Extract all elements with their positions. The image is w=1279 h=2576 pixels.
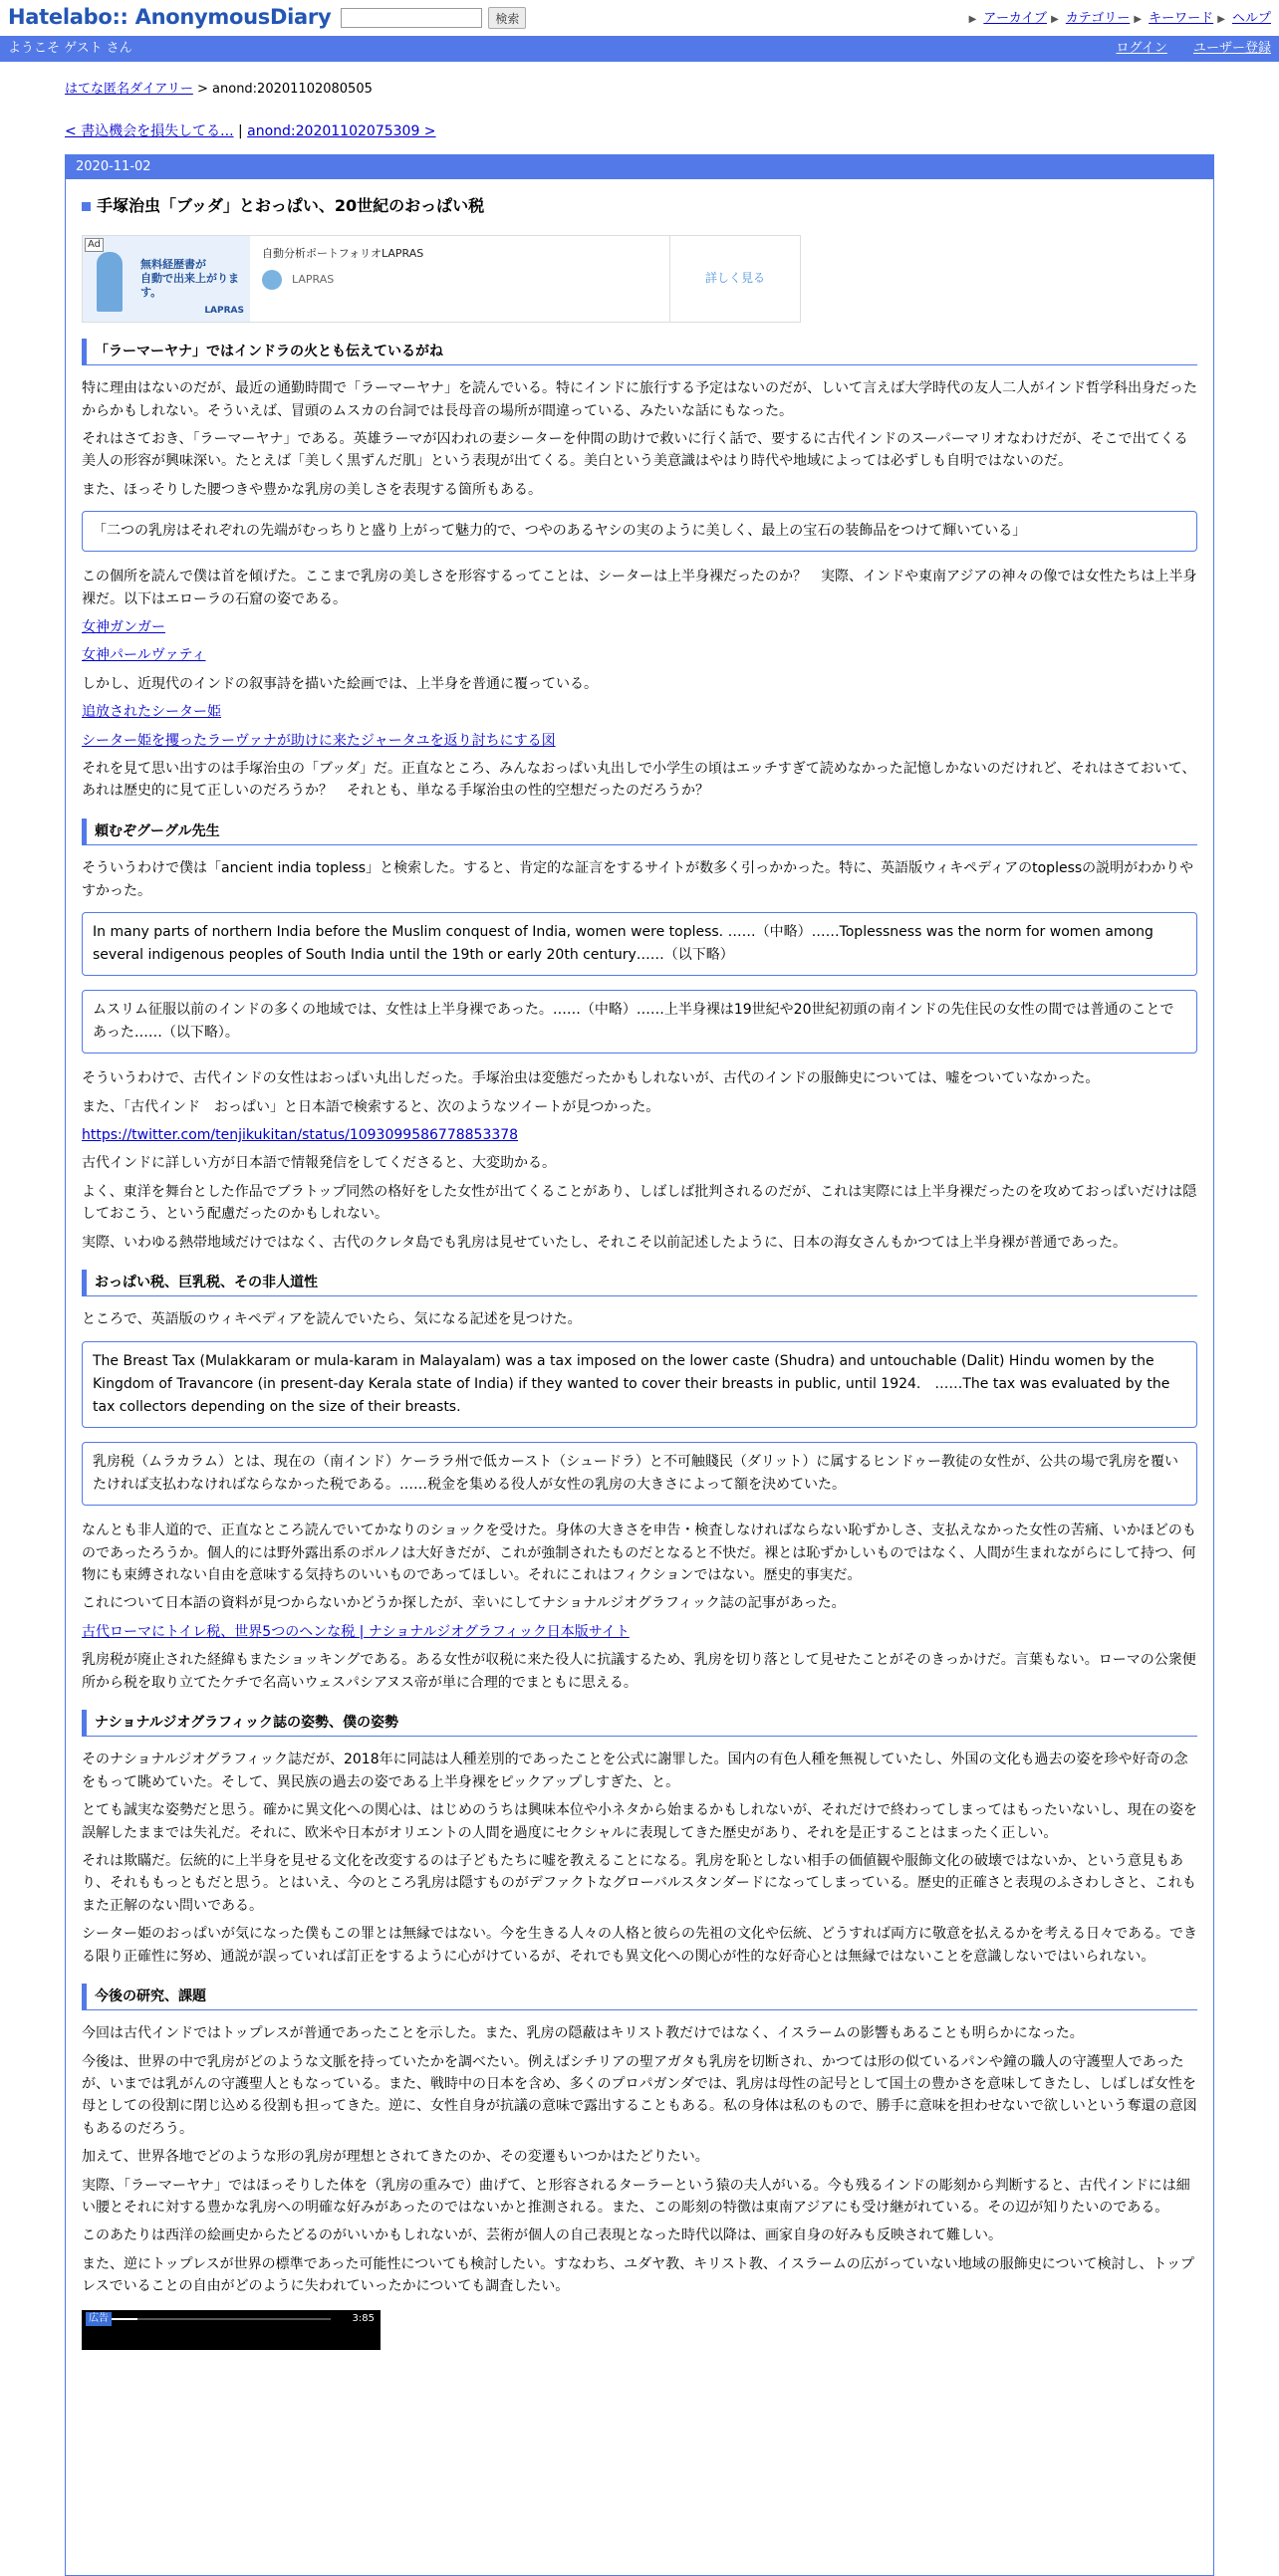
paragraph: これについて日本語の資料が見つからないかどうか探したが、幸いにしてナショナルジオグラフィック誌の記事があった。	[82, 1595, 846, 1612]
breadcrumb-sep: >	[196, 82, 208, 97]
paragraph: そういうわけで、古代インドの女性はおっぱい丸出しだった。手塚治虫は変態だったかもしれないが、古代のインドの服飾史については、嘘をついていなかった。	[82, 1070, 1100, 1087]
ad-thumbnail[interactable]	[83, 236, 250, 322]
article-title	[82, 193, 1197, 219]
paragraph: ところで、英語版のウィキペディアを読んでいたら、気になる記述を見つけた。	[82, 1311, 582, 1328]
paragraph: また、「古代インド おっぱい」と日本語で検索すると、次のようなツイートが見つかった。	[82, 1098, 660, 1115]
ad-banner[interactable]	[82, 235, 801, 323]
paragraph: なんとも非人道的で、正直なところ読んでいてかなりのショックを受けた。身体の大きさを申告・検査しなければならない恥ずかしさ、支払えなかった女性の苦痛、いかほどのものであったろうか。個人的には野外露出系のポルノは大好きだが、これが強制されたものだとなると不快だ。裸とは恥ずかしいものではなく、人間が生まれながらにして持つ、何物にも束縛されない自由を意味する気持ちのいいものであってほしい。それにこれはフィクションではない。歴史的事実だ。	[82, 1522, 1196, 1584]
paragraph	[82, 730, 1197, 752]
paragraph	[82, 1124, 1197, 1146]
ad-title[interactable]: 自動分析ポートフォリオLAPRAS	[262, 246, 424, 260]
paragraph: そういうわけで僕は「ancient india topless」と検索した。すると、肯定的な証言をするサイトが数多く引っかかった。特に、英語版ウィキペディアのtoplessの説明がわかりやすかった。	[82, 860, 1194, 899]
breadcrumb-home[interactable]: はてな匿名ダイアリー	[65, 82, 193, 97]
search-button[interactable]: 検索	[488, 7, 526, 29]
prev-entry-link[interactable]: < 書込機会を損失してる...	[65, 122, 234, 139]
triangle-icon: ▶	[968, 14, 977, 25]
link-exiled-sita[interactable]: 追放されたシーター姫	[82, 704, 221, 721]
paragraph: 古代インドに詳しい方が日本語で情報発信をしてくださると、大変助かる。	[82, 1155, 556, 1172]
tweet-link[interactable]: https://twitter.com/tenjikukitan/status/1093099586778853378	[82, 1127, 519, 1144]
video-ad-label: 広告	[86, 2312, 112, 2326]
person-illustration-icon	[97, 252, 123, 312]
blockquote: In many parts of northern India before the Muslim conquest of India, women were topless. ……（中略）……Toplessness was the norm for women among several indigenous peoples of South India until the 19th or early 20th century……（以下略）	[82, 912, 1197, 976]
main-container	[65, 80, 1214, 2576]
section-heading: 今後の研究、課題	[82, 1984, 1197, 2010]
ad-badge: Ad	[85, 238, 104, 252]
entry-section	[66, 179, 1213, 2349]
ad-cta-button[interactable]: 詳しく見る	[669, 236, 800, 322]
nav-keyword[interactable]: キーワード	[1149, 11, 1214, 26]
ad-thumb-brand: LAPRAS	[204, 306, 244, 317]
header-nav	[969, 9, 1271, 30]
paragraph: しかし、近現代のインドの叙事詩を描いた絵画では、上半身を普通に覆っている。	[82, 675, 598, 692]
nav-category[interactable]: カテゴリー	[1065, 11, 1131, 26]
paragraph: また、逆にトップレスが世界の標準であった可能性についても検討したい。すなわち、ユダヤ教、キリスト教、イスラームの広がっていない地域の服飾史について検討し、トップレスでいることの自由がどのように失われていったかについても調査したい。	[82, 2255, 1195, 2295]
paragraph	[82, 644, 1197, 666]
welcome-text: ようこそ ゲスト さん	[8, 40, 132, 56]
blockquote: The Breast Tax (Mulakkaram or mula-karam in Malayalam) was a tax imposed on the lower caste (Shudra) and untouchable (Dalit) Hindu women by the Kingdom of Travancore (in present-day Kerala state of India) if they wanted to cover their breasts in public, until 1924. ……The tax was evaluated by the tax collectors depending on the size of their breasts.	[82, 1341, 1197, 1428]
paragraph: それはさておき、「ラーマーヤナ」である。英雄ラーマが囚われの妻シーターを仲間の助けで救いに行く話で、要するに古代インドのスーパーマリオなわけだが、そこで出てくる美人の形容が興味深い。たとえば「美しく黒ずんだ肌」という表現が出てくる。美白という美意識はやはり時代や地域によっては必ずしも自明ではないのだ。	[82, 430, 1188, 470]
breadcrumb-current: anond:20201102080505	[212, 82, 373, 97]
ad-body[interactable]	[250, 236, 669, 322]
paragraph: 今回は古代インドではトップレスが普通であったことを示した。また、乳房の隠蔽はキリスト教だけではなく、イスラームの影響もあることも明らかになった。	[82, 2025, 1084, 2042]
video-ad-time: 3:85	[352, 2312, 375, 2324]
login-link[interactable]: ログイン	[1116, 40, 1167, 56]
paragraph: 特に理由はないのだが、最近の通勤時間で「ラーマーヤナ」を読んでいる。特にインドに旅行する予定はないのだが、しいて言えば大学時代の友人二人がインド哲学科出身だったからかもしれない。そういえば、冒頭のムスカの台詞では長母音の場所が間違っている、みたいな話にもなった。	[82, 380, 1197, 419]
ad-thumb-text: 無料経歴書が 自動で出来上がります。	[140, 257, 239, 299]
welcome-bar	[0, 36, 1279, 62]
paragraph: とても誠実な姿勢だと思う。確かに異文化への関心は、はじめのうちは興味本位や小ネタから始まるかもしれないが、それだけで終わってしまってはもったいないし、現在の姿を誤解したままでは失礼だ。それに、欧米や日本がオリエントの人間を過度にセクシャルに表現してきた歴史があり、それを是正することはまったく正しい。	[82, 1802, 1197, 1841]
natgeo-link[interactable]: 古代ローマにトイレ税、世界5つのヘンな税 | ナショナルジオグラフィック日本版サイト	[82, 1623, 630, 1640]
paragraph	[82, 1621, 1197, 1643]
triangle-icon: ▶	[1217, 14, 1225, 25]
link-ravana-jatayu[interactable]: シーター姫を攫ったラーヴァナが助けに来たジャータユを返り討ちにする図	[82, 732, 556, 749]
ad-brand: LAPRAS	[292, 273, 335, 287]
paragraph: 乳房税が廃止された経緯もまたショッキングである。ある女性が収税に来た役人に抗議するため、乳房を切り落として見せたことがそのきっかけだ。言葉もない。ローマの公衆便所から税を取り立てたケチで名高いウェスパシアヌス帝が単に合理的でまともに思える。	[82, 1652, 1196, 1691]
article-title-text: 手塚治虫「ブッダ」とおっぱい、20世紀のおっぱい税	[97, 196, 485, 216]
ad-brand-row	[262, 270, 657, 290]
video-ad-progress[interactable]	[112, 2318, 331, 2320]
search-input[interactable]	[341, 8, 482, 28]
site-logo[interactable]: Hatelabo:: AnonymousDiary	[8, 5, 332, 30]
blockquote: 「二つの乳房はそれぞれの先端がむっちりと盛り上がって魅力的で、つやのあるヤシの実のように美しく、最上の宝石の装飾品をつけて輝いている」	[82, 511, 1197, 552]
nav-help[interactable]: ヘルプ	[1231, 11, 1271, 26]
paragraph: そのナショナルジオグラフィック誌だが、2018年に同誌は人種差別的であったことを公式に謝罪した。国内の有色人種を無視していたし、外国の文化も過去の姿を珍や好奇の念をもって眺めていた。そして、異民族の過去の姿である上半身裸をピックアップしすぎた、と。	[82, 1752, 1188, 1790]
triangle-icon: ▶	[1051, 14, 1059, 25]
section-heading: 「ラーマーヤナ」ではインドラの火とも伝えているがね	[82, 339, 1197, 365]
section-heading: ナショナルジオグラフィック誌の姿勢、僕の姿勢	[82, 1710, 1197, 1737]
blockquote: 乳房税（ムラカラム）とは、現在の（南インド）ケーララ州で低カースト（シュードラ）と不可触賤民（ダリット）に属するヒンドゥー教徒の女性が、公共の場で乳房を覆いたければ支払わなければならなかった税である。……税金を集める役人が女性の乳房の大きさによって額を決めていた。	[82, 1442, 1197, 1506]
paragraph: 加えて、世界各地でどのような形の乳房が理想とされてきたのか、その変遷もいつかはたどりたい。	[82, 2149, 709, 2166]
square-bullet-icon	[82, 202, 91, 211]
day-box	[65, 154, 1214, 2576]
link-ganga[interactable]: 女神ガンガー	[82, 619, 165, 635]
next-entry-link[interactable]: anond:20201102075309 >	[247, 122, 436, 139]
blockquote: ムスリム征服以前のインドの多くの地域では、女性は上半身裸であった。……（中略）……上半身裸は19世紀や20世紀初頭の南インドの先住民の女性の間では普通のことであった……（以下略）。	[82, 990, 1197, 1054]
paragraph	[82, 701, 1197, 723]
paragraph	[82, 616, 1197, 638]
link-parvati[interactable]: 女神パールヴァティ	[82, 647, 206, 664]
lapras-logo-icon	[262, 270, 282, 290]
pager	[65, 120, 1214, 142]
header	[0, 0, 1279, 36]
breadcrumb	[65, 80, 1214, 101]
triangle-icon: ▶	[1134, 14, 1143, 25]
paragraph: それを見て思い出すのは手塚治虫の「ブッダ」だ。正直なところ、みんなおっぱい丸出しで小学生の頃はエッチすぎて読めなかった記憶しかないのだけれど、それはさておいて、あれは歴史的に見て正しいのだろうか？ それとも、単なる手塚治虫の性的空想だったのだろうか？	[82, 760, 1196, 800]
paragraph: それは欺瞞だ。伝統的に上半身を見せる文化を改変するのは子どもたちに嘘を教えることになる。乳房を恥としない相手の価値観や服飾文化の破壊ではないか、という意見もあり、それももっともだと思う。とはいえ、今のところ乳房は隠すものがデファクトなグローバルスタンダードになってしまっている。歴史的正確さと表現のふさわしさと、これもまた正解のない問いである。	[82, 1852, 1196, 1914]
paragraph: このあたりは西洋の絵画史からたどるのがいいかもしれないが、芸術が個人の自己表現となった時代以降は、画家自身の好みも反映されて難しい。	[82, 2227, 1002, 2244]
paragraph: この個所を読んで僕は首を傾げた。ここまで乳房の美しさを形容するってことは、シーターは上半身裸だったのか？ 実際、インドや東南アジアの神々の像では女性たちは上半身裸だ。以下はエローラの石窟の姿である。	[82, 569, 1197, 607]
paragraph: よく、東洋を舞台とした作品でブラトップ同然の格好をした女性が出てくることがあり、しばしば批判されるのだが、これは実際には上半身裸だったのを攻めておっぱいだけは隠しておこう、という配慮だったのかもしれない。	[82, 1183, 1197, 1223]
paragraph: 実際、いわゆる熱帯地域だけではなく、古代のクレタ島でも乳房は見せていたし、それこそ以前記述したように、日本の海女さんもかつては上半身裸が普通であった。	[82, 1234, 1128, 1251]
section-heading: 頼むぞグーグル先生	[82, 819, 1197, 845]
paragraph: 今後は、世界の中で乳房がどのような文脈を持っていたかを調べたい。例えばシチリアの聖アガタも乳房を切断され、かつては形の似ているパンや鐘の職人の守護聖人であったが、いまでは乳がんの守護聖人ともなっている。また、戦時中の日本を含め、多くのプロパガンダでは、乳房は母性の記号として国土の豊かさを意味してきたし、しばしば女性を母としての役割に閉じ込める役割も担ってきた。逆に、女性自身が抗議の意味で露出することもある。私の身体は私のもので、勝手に意味を担わせないで欲しいという奪還の意図もあるのだろう。	[82, 2053, 1197, 2137]
day-date: 2020-11-02	[66, 155, 1213, 179]
paragraph: 実際、「ラーマーヤナ」ではほっそりした体を（乳房の重みで）曲げて、と形容されるターラーという猿の夫人がいる。今も残るインドの彫刻から判断すると、古代インドには細い腰とそれに対する豊かな乳房への明確な好みがあったのではないかと推測される。また、この彫刻の特徴は東南アジアにも受け継がれている。その辺が知りたいのである。	[82, 2177, 1190, 2217]
video-ad[interactable]	[82, 2310, 381, 2350]
register-link[interactable]: ユーザー登録	[1192, 40, 1271, 56]
section-heading: おっぱい税、巨乳税、その非人道性	[82, 1270, 1197, 1296]
pager-sep: |	[237, 122, 243, 139]
paragraph: また、ほっそりした腰つきや豊かな乳房の美しさを表現する箇所もある。	[82, 481, 542, 498]
nav-archive[interactable]: アーカイブ	[983, 11, 1047, 26]
video-ad-progress-fill	[112, 2318, 137, 2320]
paragraph: シーター姫のおっぱいが気になった僕もこの罪とは無縁ではない。今を生きる人々の人格と彼らの先祖の文化や伝統、どうすれば両方に敬意を払えるかを考える日々である。できる限り正確性に努め、通説が誤っていれば訂正をするように心がけているが、それでも異文化への関心が性的な好奇心とは無縁ではないことを意識しないではいられない。	[82, 1926, 1197, 1965]
